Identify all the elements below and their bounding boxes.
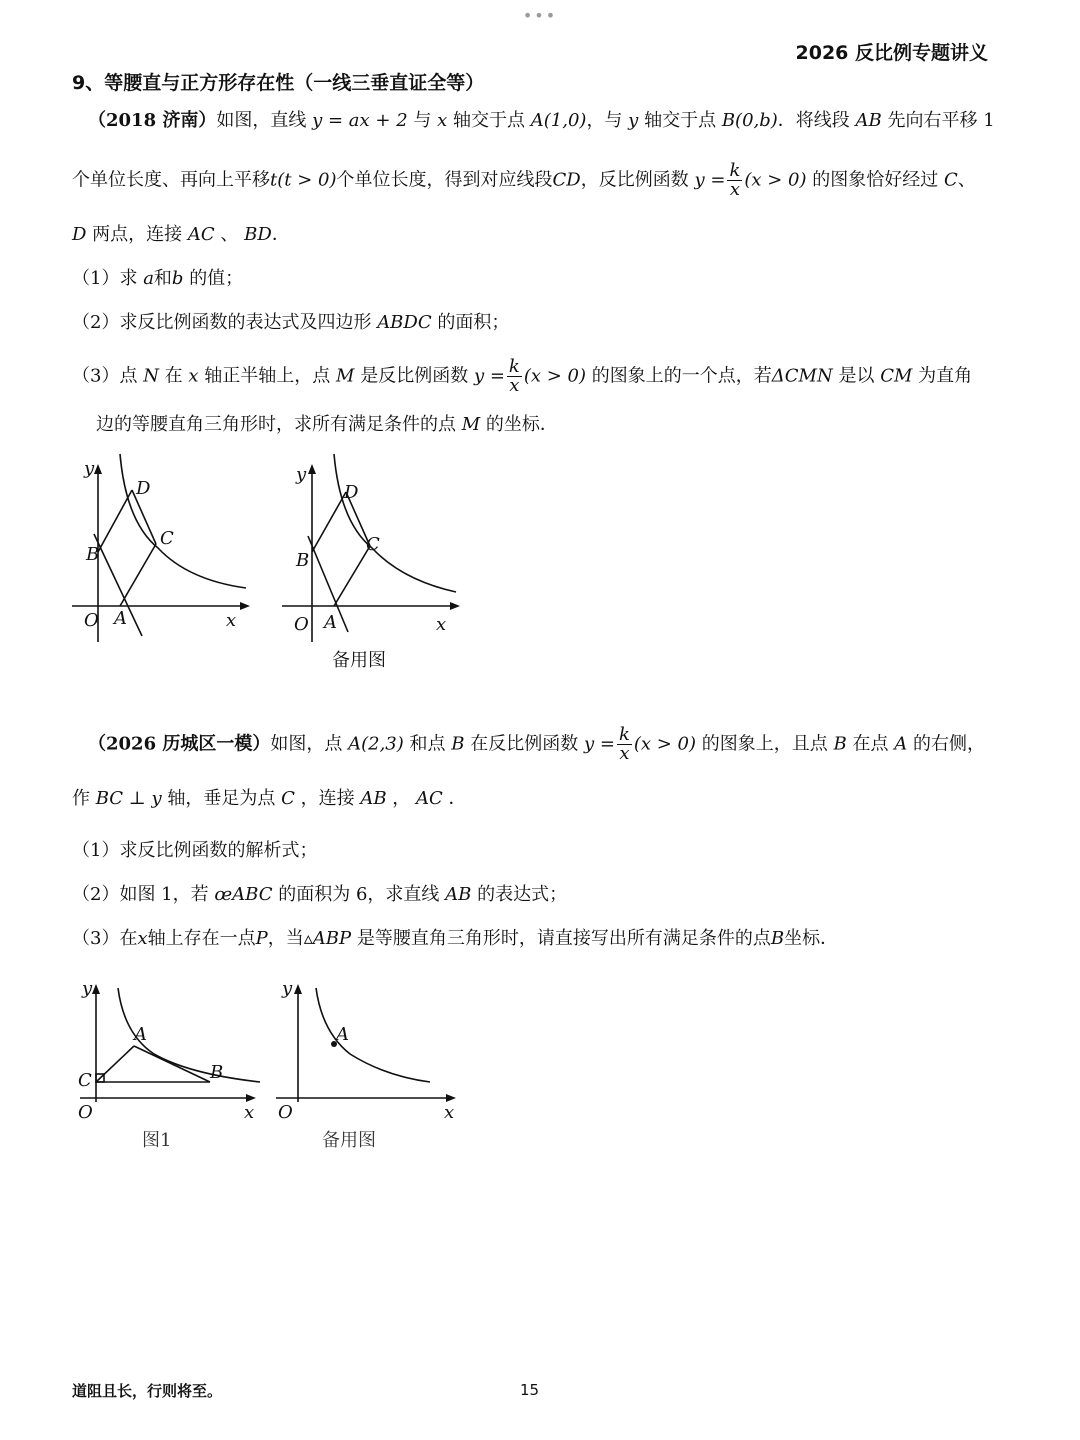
label-A: A <box>336 1024 349 1045</box>
math: (x > 0) <box>633 733 697 755</box>
fraction-k-over-x <box>617 726 632 763</box>
text: 、 <box>957 169 976 191</box>
text: 两点，连接 <box>92 224 183 245</box>
segment-AC <box>120 544 156 606</box>
text: ，当 <box>267 928 304 949</box>
hyperbola-curve <box>120 454 246 588</box>
text: 的值； <box>189 268 244 289</box>
text: （3）点 <box>72 365 138 387</box>
frac-den: x <box>619 743 630 764</box>
text: 为直角 <box>918 365 973 387</box>
problem1-q1 <box>72 266 243 292</box>
math: œABC <box>214 884 273 905</box>
text: 和点 <box>409 733 446 755</box>
math: AB <box>855 110 882 131</box>
y-arrow <box>308 464 316 474</box>
problem1-figure1 <box>68 452 258 642</box>
problem2-q3 <box>72 926 838 952</box>
math: BD <box>244 224 272 245</box>
math: BC ⊥ y <box>95 788 162 809</box>
math: y = ax + 2 <box>312 110 408 131</box>
label-O: O <box>294 614 309 635</box>
frac-num: k <box>508 356 520 377</box>
math: ▵ABP <box>303 928 352 949</box>
math: a <box>143 268 154 289</box>
text: 的面积； <box>437 312 510 333</box>
text: 个单位长度、再向上平移 <box>72 169 270 191</box>
math: t(t > 0) <box>270 169 337 191</box>
fraction-k-over-x <box>507 358 522 395</box>
problem1-q3-line2 <box>96 412 558 438</box>
math: P <box>255 928 268 949</box>
y-arrow <box>94 464 102 474</box>
label-B: B <box>296 550 310 571</box>
math: x <box>188 365 199 387</box>
text: 的右侧， <box>912 733 985 755</box>
text: 的图象上的一个点，若 <box>591 365 772 387</box>
label-O: O <box>78 1102 93 1123</box>
label-A: A <box>324 612 337 633</box>
problem2-figure2-caption: 备用图 <box>322 1130 376 1151</box>
math: CM <box>880 365 913 387</box>
problem1-q3 <box>72 358 972 395</box>
math: x <box>437 110 448 131</box>
y-arrow <box>294 984 302 994</box>
problem1-q2 <box>72 310 509 336</box>
problem1-line3 <box>72 222 290 248</box>
math: AB <box>445 884 472 905</box>
math: A <box>894 733 908 755</box>
segment-AC <box>334 546 370 606</box>
frac-num: k <box>729 160 741 181</box>
math: y = <box>583 733 615 755</box>
problem1-figure2 <box>278 452 468 642</box>
label-y: y <box>296 464 307 485</box>
fraction-k-over-x <box>727 162 742 199</box>
problem2-line1 <box>88 726 985 763</box>
y-arrow <box>92 984 100 994</box>
math: N <box>143 365 159 387</box>
text: ，与 <box>586 110 623 131</box>
text: 轴上存在一点 <box>147 928 256 949</box>
math: AB <box>360 788 387 809</box>
problem2-q1: （1）求反比例函数的解析式； <box>72 840 318 861</box>
math: y = <box>694 169 726 191</box>
math: B(0,b) <box>721 110 778 131</box>
text: 是以 <box>838 365 875 387</box>
label-x: x <box>244 1102 255 1123</box>
top-drag-handle[interactable]: ••• <box>522 6 558 25</box>
segment-AB <box>134 1046 210 1082</box>
math: M <box>461 414 481 435</box>
text: 在 <box>164 365 183 387</box>
text: ．将线段 <box>777 110 850 131</box>
text: ． <box>271 224 290 245</box>
segment-CA <box>96 1046 134 1082</box>
label-y: y <box>282 978 293 999</box>
math: AC <box>187 224 215 245</box>
math: AC <box>416 788 443 809</box>
problem1-figure2-caption: 备用图 <box>332 650 386 671</box>
text: （2）如图 1，若 <box>72 884 209 905</box>
problem2-q2 <box>72 882 567 908</box>
section-title: 9、等腰直与正方形存在性（一线三垂直证全等） <box>72 72 485 94</box>
math: y = <box>473 365 505 387</box>
frac-den: x <box>729 179 740 200</box>
problem1-line2 <box>72 162 976 199</box>
text: 、 <box>220 224 239 245</box>
text: 与 <box>413 110 432 131</box>
text: 的面积为 6，求直线 <box>278 884 440 905</box>
label-x: x <box>436 614 447 635</box>
label-B: B <box>210 1062 224 1083</box>
label-y: y <box>84 458 95 479</box>
text: （1）求 <box>72 268 138 289</box>
math: B <box>833 733 847 755</box>
frac-num: k <box>618 724 630 745</box>
label-C: C <box>78 1070 92 1091</box>
label-C: C <box>160 528 174 549</box>
text: 轴交于点 <box>453 110 526 131</box>
x-arrow <box>450 602 460 610</box>
text: 是反比例函数 <box>360 365 469 387</box>
math: (x > 0) <box>523 365 587 387</box>
text: 轴交于点 <box>644 110 717 131</box>
math: ΔCMN <box>771 365 833 387</box>
text: 是等腰直角三角形时，请直接写出所有满足条件的点 <box>356 928 771 949</box>
text: （2）求反比例函数的表达式及四边形 <box>72 312 372 333</box>
problem2-figure1-caption: 图1 <box>142 1130 172 1151</box>
page-number: 15 <box>520 1381 540 1399</box>
math: B <box>451 733 465 755</box>
math: A(1,0) <box>530 110 587 131</box>
label-B: B <box>86 544 100 565</box>
text: 如图，点 <box>270 733 343 755</box>
problem1-line1 <box>88 108 995 134</box>
frac-den: x <box>509 375 520 396</box>
text: ， <box>392 788 411 809</box>
label-D: D <box>136 478 151 499</box>
label-x: x <box>226 610 237 631</box>
footer-motto: 道阻且长，行则将至。 <box>72 1382 223 1400</box>
text: ． <box>448 788 467 809</box>
label-A: A <box>134 1024 147 1045</box>
problem1-source: （2018 济南） <box>88 110 217 131</box>
segment-BD <box>98 490 132 552</box>
text: 先向右平移 1 <box>887 110 995 131</box>
text: 个单位长度，得到对应线段 <box>336 169 553 191</box>
math: ABDC <box>377 312 432 333</box>
label-x: x <box>444 1102 455 1123</box>
text: 坐标． <box>784 928 839 949</box>
text: 的表达式； <box>477 884 568 905</box>
math: C <box>281 788 295 809</box>
problem2-source: （2026 历城区一模） <box>88 733 271 755</box>
label-D: D <box>344 482 359 503</box>
segment-BD <box>312 492 346 552</box>
text: 在反比例函数 <box>470 733 579 755</box>
text: 作 <box>72 788 90 809</box>
document-header: 2026 反比例专题讲义 <box>795 42 988 64</box>
problem2-figure1 <box>74 974 274 1124</box>
label-C: C <box>366 534 380 555</box>
math: x <box>137 928 148 949</box>
text: 轴正半轴上，点 <box>204 365 331 387</box>
label-y: y <box>82 978 93 999</box>
text: 边的等腰直角三角形时，求所有满足条件的点 <box>96 414 456 435</box>
problem2-figure2 <box>270 974 470 1124</box>
label-A: A <box>114 608 127 629</box>
hyperbola-curve <box>316 988 430 1082</box>
text: 在点 <box>852 733 889 755</box>
text: 的图象上，且点 <box>701 733 828 755</box>
x-arrow <box>240 602 250 610</box>
text: （3）在 <box>72 928 138 949</box>
math: M <box>336 365 355 387</box>
math: (x > 0) <box>744 169 807 191</box>
math: b <box>171 268 184 289</box>
math: CD <box>552 169 581 191</box>
text: 如图，直线 <box>216 110 307 131</box>
math: D <box>72 224 87 245</box>
text: ，反比例函数 <box>580 169 689 191</box>
text: 的图象恰好经过 <box>812 169 939 191</box>
text: 轴，垂足为点 <box>167 788 276 809</box>
math: C <box>944 169 958 191</box>
x-arrow <box>246 1094 256 1102</box>
text: ，连接 <box>300 788 355 809</box>
label-O: O <box>84 610 99 631</box>
hyperbola-curve <box>334 454 456 592</box>
x-arrow <box>446 1094 456 1102</box>
text: 的坐标． <box>485 414 558 435</box>
math: y <box>628 110 639 131</box>
problem2-line2 <box>72 786 467 812</box>
math: B <box>770 928 785 949</box>
math: A(2,3) <box>348 733 404 755</box>
label-O: O <box>278 1102 293 1123</box>
text: 和 <box>153 268 172 289</box>
